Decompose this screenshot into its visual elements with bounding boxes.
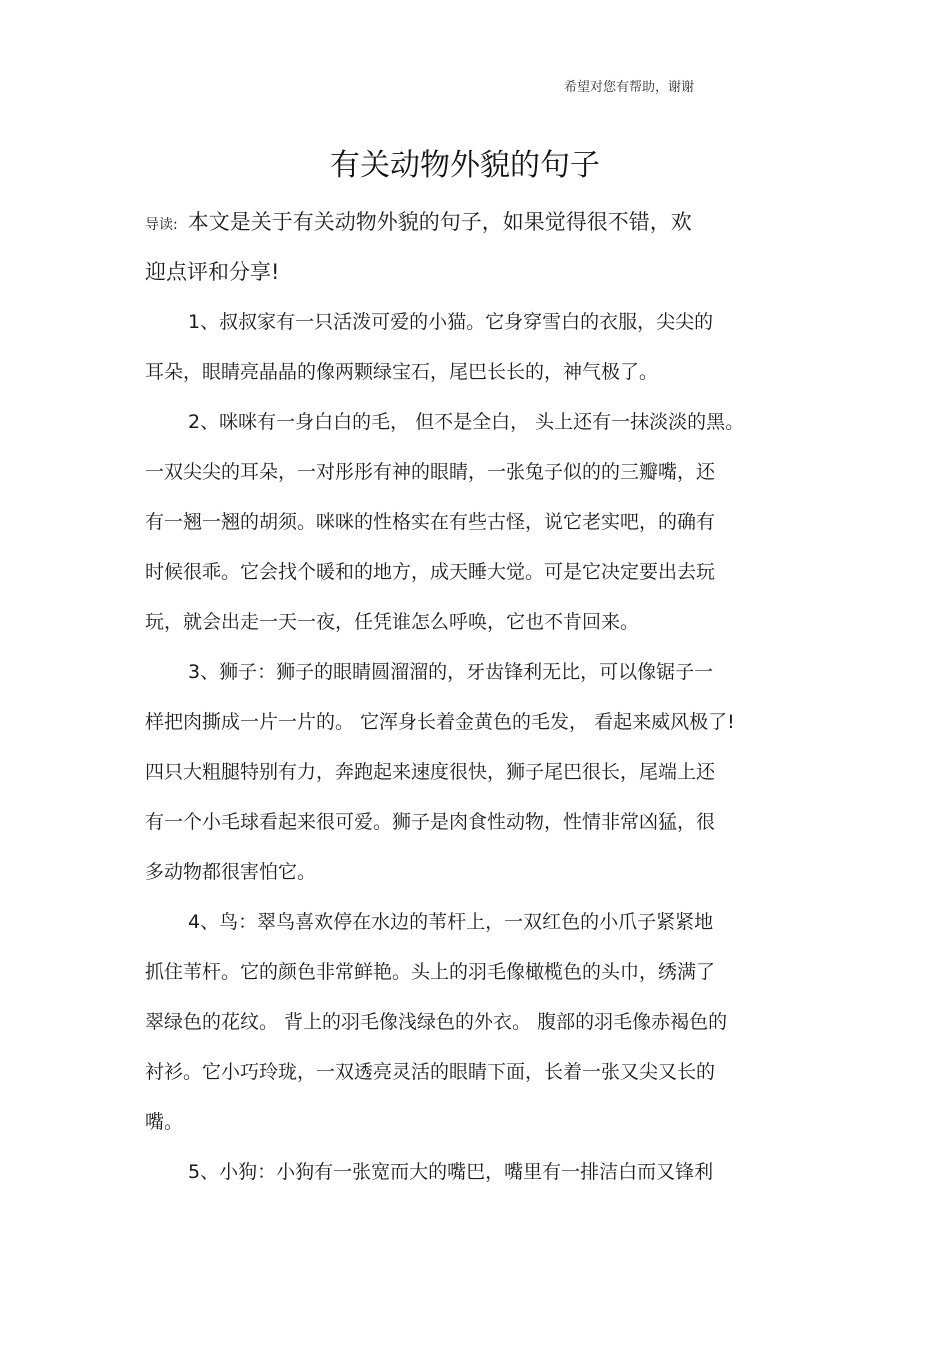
paragraph bbox=[145, 397, 795, 647]
intro-label: 导读: bbox=[145, 217, 178, 233]
paragraph-line: 耳朵，眼睛亮晶晶的像两颗绿宝石，尾巴长长的，神气极了。 bbox=[145, 361, 659, 383]
paragraph-line: 3、狮子：狮子的眼睛圆溜溜的，牙齿锋利无比，可以像锯子一 bbox=[188, 661, 714, 683]
intro-line: 迎点评和分享! bbox=[145, 260, 280, 284]
paragraph-line: 样把肉撕成一片一片的。 它浑身长着金黄色的毛发， 看起来威风极了! bbox=[145, 711, 735, 733]
paragraph-line: 2、咪咪有一身白白的毛， 但不是全白， 头上还有一抹淡淡的黑。 bbox=[188, 411, 745, 433]
paragraph-line: 时候很乖。它会找个暖和的地方，成天睡大觉。可是它决定要出去玩 bbox=[145, 561, 716, 583]
document-body bbox=[145, 297, 795, 1197]
paragraph-line: 有一个小毛球看起来很可爱。狮子是肉食性动物，性情非常凶猛，很 bbox=[145, 811, 716, 833]
paragraph-line: 衬衫。它小巧玲珑，一双透亮灵活的眼睛下面，长着一张又尖又长的 bbox=[145, 1061, 716, 1083]
paragraph bbox=[145, 1147, 795, 1197]
paragraph-line: 有一翘一翘的胡须。咪咪的性格实在有些古怪，说它老实吧，的确有 bbox=[145, 511, 716, 533]
intro-text: 本文是关于有关动物外貌的句子，如果觉得很不错，欢 bbox=[187, 210, 692, 234]
intro-section bbox=[145, 197, 765, 297]
paragraph-line: 一双尖尖的耳朵，一对彤彤有神的眼睛，一张兔子似的的三瓣嘴，还 bbox=[145, 461, 716, 483]
paragraph bbox=[145, 897, 795, 1147]
paragraph-line: 翠绿色的花纹。 背上的羽毛像浅绿色的外衣。 腹部的羽毛像赤褐色的 bbox=[145, 1011, 728, 1033]
header-note: 希望对您有帮助，谢谢 bbox=[564, 80, 695, 95]
paragraph-line: 多动物都很害怕它。 bbox=[145, 861, 317, 883]
paragraph bbox=[145, 297, 795, 397]
intro-line bbox=[145, 197, 765, 247]
paragraph-line: 5、小狗：小狗有一张宽而大的嘴巴，嘴里有一排洁白而又锋利 bbox=[188, 1161, 714, 1183]
paragraph-line: 1、叔叔家有一只活泼可爱的小猫。它身穿雪白的衣服，尖尖的 bbox=[188, 311, 714, 333]
paragraph-line: 抓住苇杆。它的颜色非常鲜艳。头上的羽毛像橄榄色的头巾，绣满了 bbox=[145, 961, 716, 983]
document-title: 有关动物外貌的句子 bbox=[330, 148, 600, 183]
paragraph-line: 四只大粗腿特别有力，奔跑起来速度很快，狮子尾巴很长，尾端上还 bbox=[145, 761, 716, 783]
paragraph-line: 4、鸟：翠鸟喜欢停在水边的苇杆上，一双红色的小爪子紧紧地 bbox=[188, 911, 714, 933]
paragraph bbox=[145, 647, 795, 897]
paragraph-line: 嘴。 bbox=[145, 1111, 184, 1133]
paragraph-line: 玩，就会出走一天一夜，任凭谁怎么呼唤，它也不肯回来。 bbox=[145, 611, 640, 633]
